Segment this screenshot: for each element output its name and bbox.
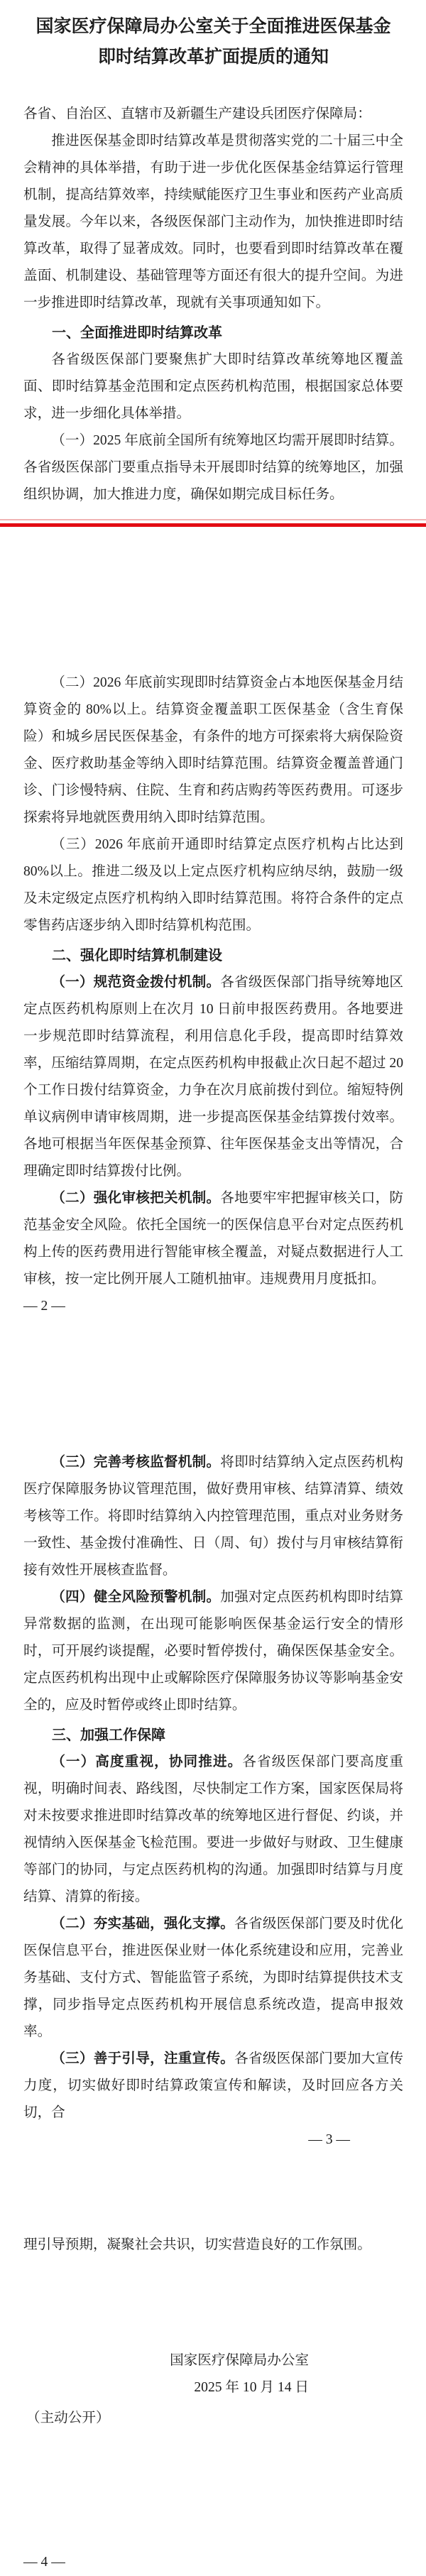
signature-block [23,2347,403,2401]
section-1-item-3 [23,831,403,939]
section-1-item-1-text: 各省级医保部门要重点指导未开展即时结算的统筹地区，加强组织协调，加大推进力度，确保如期完成目标任务。 [23,460,403,502]
page-1 [0,0,426,528]
section-2-item-3-text: 将即时结算纳入定点医药机构医疗保障服务协议管理范围，做好费用审核、结算清算、绩效考核等工作。将即时结算纳入内控管理范围，重点对业务财务一致性、基金拨付准确性、日（周、旬）拨付与月审核结算衔接有效性开展核查监督。 [23,1455,403,1578]
page-number-4: — 4 — [23,2555,65,2570]
section-2-item-3-lead: （三）完善考核监督机制。 [51,1455,221,1470]
section-3-item-3 [23,2046,403,2127]
section-1-intro: 各省级医保部门要聚焦扩大即时结算改革统筹地区覆盖面、即时结算基金范围和定点医药机构范围，根据国家总体要求，进一步细化具体举措。 [23,352,403,421]
section-1-item-3-text: 推进二级及以上定点医疗机构应纳尽纳，鼓励一级及未定级定点医疗机构纳入即时结算范围。将符合条件的定点零售药店逐步纳入即时结算机构范围。 [23,864,404,933]
section-3-item-2-lead: （二）夯实基础，强化支撑。 [51,1916,235,1931]
section-3-item-1 [23,1749,403,1911]
section-2-item-2-text: 各地要牢牢把握审核关口，防范基金安全风险。依托全国统一的医保信息平台对定点医药机构上传的医药费用进行智能审核全覆盖，对疑点数据进行人工审核，按一定比例开展人工随机抽审。违规费用月度抵扣。 [23,1191,403,1287]
section-1-item-2-text: 结算资金覆盖职工医保基金（含生育保险）和城乡居民医保基金，有条件的地方可探索将大病保险资金、医疗救助基金等纳入即时结算范围。结算资金覆盖普通门诊、门诊慢特病、住院、生育和药店购药等医药费用。可逐步探索将异地就医费用纳入即时结算范围。 [23,702,403,825]
section-2-item-3 [23,1449,403,1584]
section-1-item-3-lead: （三）2026 年底前开通即时结算定点医疗机构占比达到 80%以上。 [23,837,403,879]
section-1-item-1-lead: （一）2025 年底前全国所有统筹地区均需开展即时结算。 [51,433,403,448]
section-2-item-4 [23,1584,403,1719]
page-3 [0,1449,426,2232]
section-1-item-2 [23,670,403,831]
document-title-line2: 即时结算改革扩面提质的通知 [97,48,329,67]
document-title-line1: 国家医疗保障局办公室关于全面推进医保基金 [36,17,391,36]
page-3-content [0,1449,426,2154]
section-3-item-3-continuation: 理引导预期，凝聚社会共识，切实营造良好的工作氛围。 [23,2237,371,2252]
section-1-item-1 [23,427,403,508]
section-2-item-1-lead: （一）规范资金拨付机制。 [51,975,221,990]
page-1-content [0,11,426,508]
separator-thick-rule [0,523,426,527]
addressee-line: 各省、自治区、直辖市及新疆生产建设兵团医疗保障局： [23,107,371,121]
section-3-item-3-lead: （三）善于引导，注重宣传。 [51,2051,235,2066]
section-3-item-2 [23,1911,403,2046]
section-2-item-4-lead: （四）健全风险预警机制。 [51,1590,221,1605]
page-2 [0,528,426,1449]
document-title [23,11,403,72]
section-2-item-1 [23,969,403,1185]
page-4-content [0,2232,426,2432]
section-2-item-2 [23,1185,403,1293]
signature-org: 国家医疗保障局办公室 [170,2353,309,2368]
page-2-content [0,670,426,1320]
section-3-item-3-text: 各省级医保部门要加大宣传力度，切实做好即时结算政策宣传和解读，及时回应各方关切，合 [23,2051,404,2120]
page-4 [0,2232,426,2576]
section-1-heading: 一、全面推进即时结算改革 [52,325,222,341]
section-3-item-2-text: 各省级医保部门要及时优化医保信息平台，推进医保业财一体化系统建设和应用，完善业务基础、支付方式、智能监管子系统，为即时结算提供技术支撑，同步指导定点医药机构开展信息系统改造，提高申报效率。 [23,1916,404,2039]
section-2-item-4-text: 加强对定点医药机构即时结算异常数据的监测，在出现可能影响医保基金运行安全的情形时，可开展约谈提醒，必要时暂停拨付，确保医保基金安全。定点医药机构出现中止或解除医疗保障服务协议等影响基金安全的，应及时暂停或终止即时结算。 [23,1590,403,1713]
page-separator-line [0,519,426,527]
page-number-3: — 3 — [308,2132,350,2147]
section-1-item-2-lead: （二）2026 年底前实现即时结算资金占本地医保基金月结算资金的 80%以上。 [23,675,403,717]
signature-date: 2025 年 10 月 14 日 [194,2380,309,2395]
page-number-2: — 2 — [23,1299,65,1314]
section-2-heading: 二、强化即时结算机制建设 [52,948,222,964]
section-3-item-1-text: 各省级医保部门要高度重视，明确时间表、路线图，尽快制定工作方案，国家医保局将对未按要求推进即时结算改革的统筹地区进行督促、约谈，并视情纳入医保基金飞检范围。要进一步做好与财政、卫生健康等部门的协同，与定点医药机构的沟通。加强即时结算与月度结算、清算的衔接。 [23,1754,404,1904]
disclosure-note: （主动公开） [26,2411,110,2425]
section-2-item-1-text: 各省级医保部门指导统筹地区定点医药机构原则上在次月 10 日前申报医药费用。各地要进一步规范即时结算流程，利用信息化手段，提高即时结算效率，压缩结算周期，在定点医药机构申报截止次日起不超过 20 个工作日拨付结算资金，力争在次月底前拨付到位。缩短特例单议病例申请审核周期，进一步提高医保基金结算拨付效率。各地可根据当年医保基金预算、往年医保基金支出等情况，合理确定即时结算拨付比例。 [23,975,403,1179]
section-2-item-2-lead: （二）强化审核把关机制。 [51,1191,221,1206]
intro-paragraph: 推进医保基金即时结算改革是贯彻落实党的二十届三中全会精神的具体举措，有助于进一步优化医保基金结算运行管理机制，提高结算效率，持续赋能医疗卫生事业和医药产业高质量发展。今年以来，各级医保部门主动作为，加快推进即时结算改革，取得了显著成效。同时，也要看到即时结算改革在覆盖面、机制建设、基础管理等方面还有很大的提升空间。为进一步推进即时结算改革，现就有关事项通知如下。 [23,133,403,310]
section-3-heading: 三、加强工作保障 [52,1728,165,1743]
section-3-item-1-lead: （一）高度重视，协同推进。 [51,1754,243,1769]
